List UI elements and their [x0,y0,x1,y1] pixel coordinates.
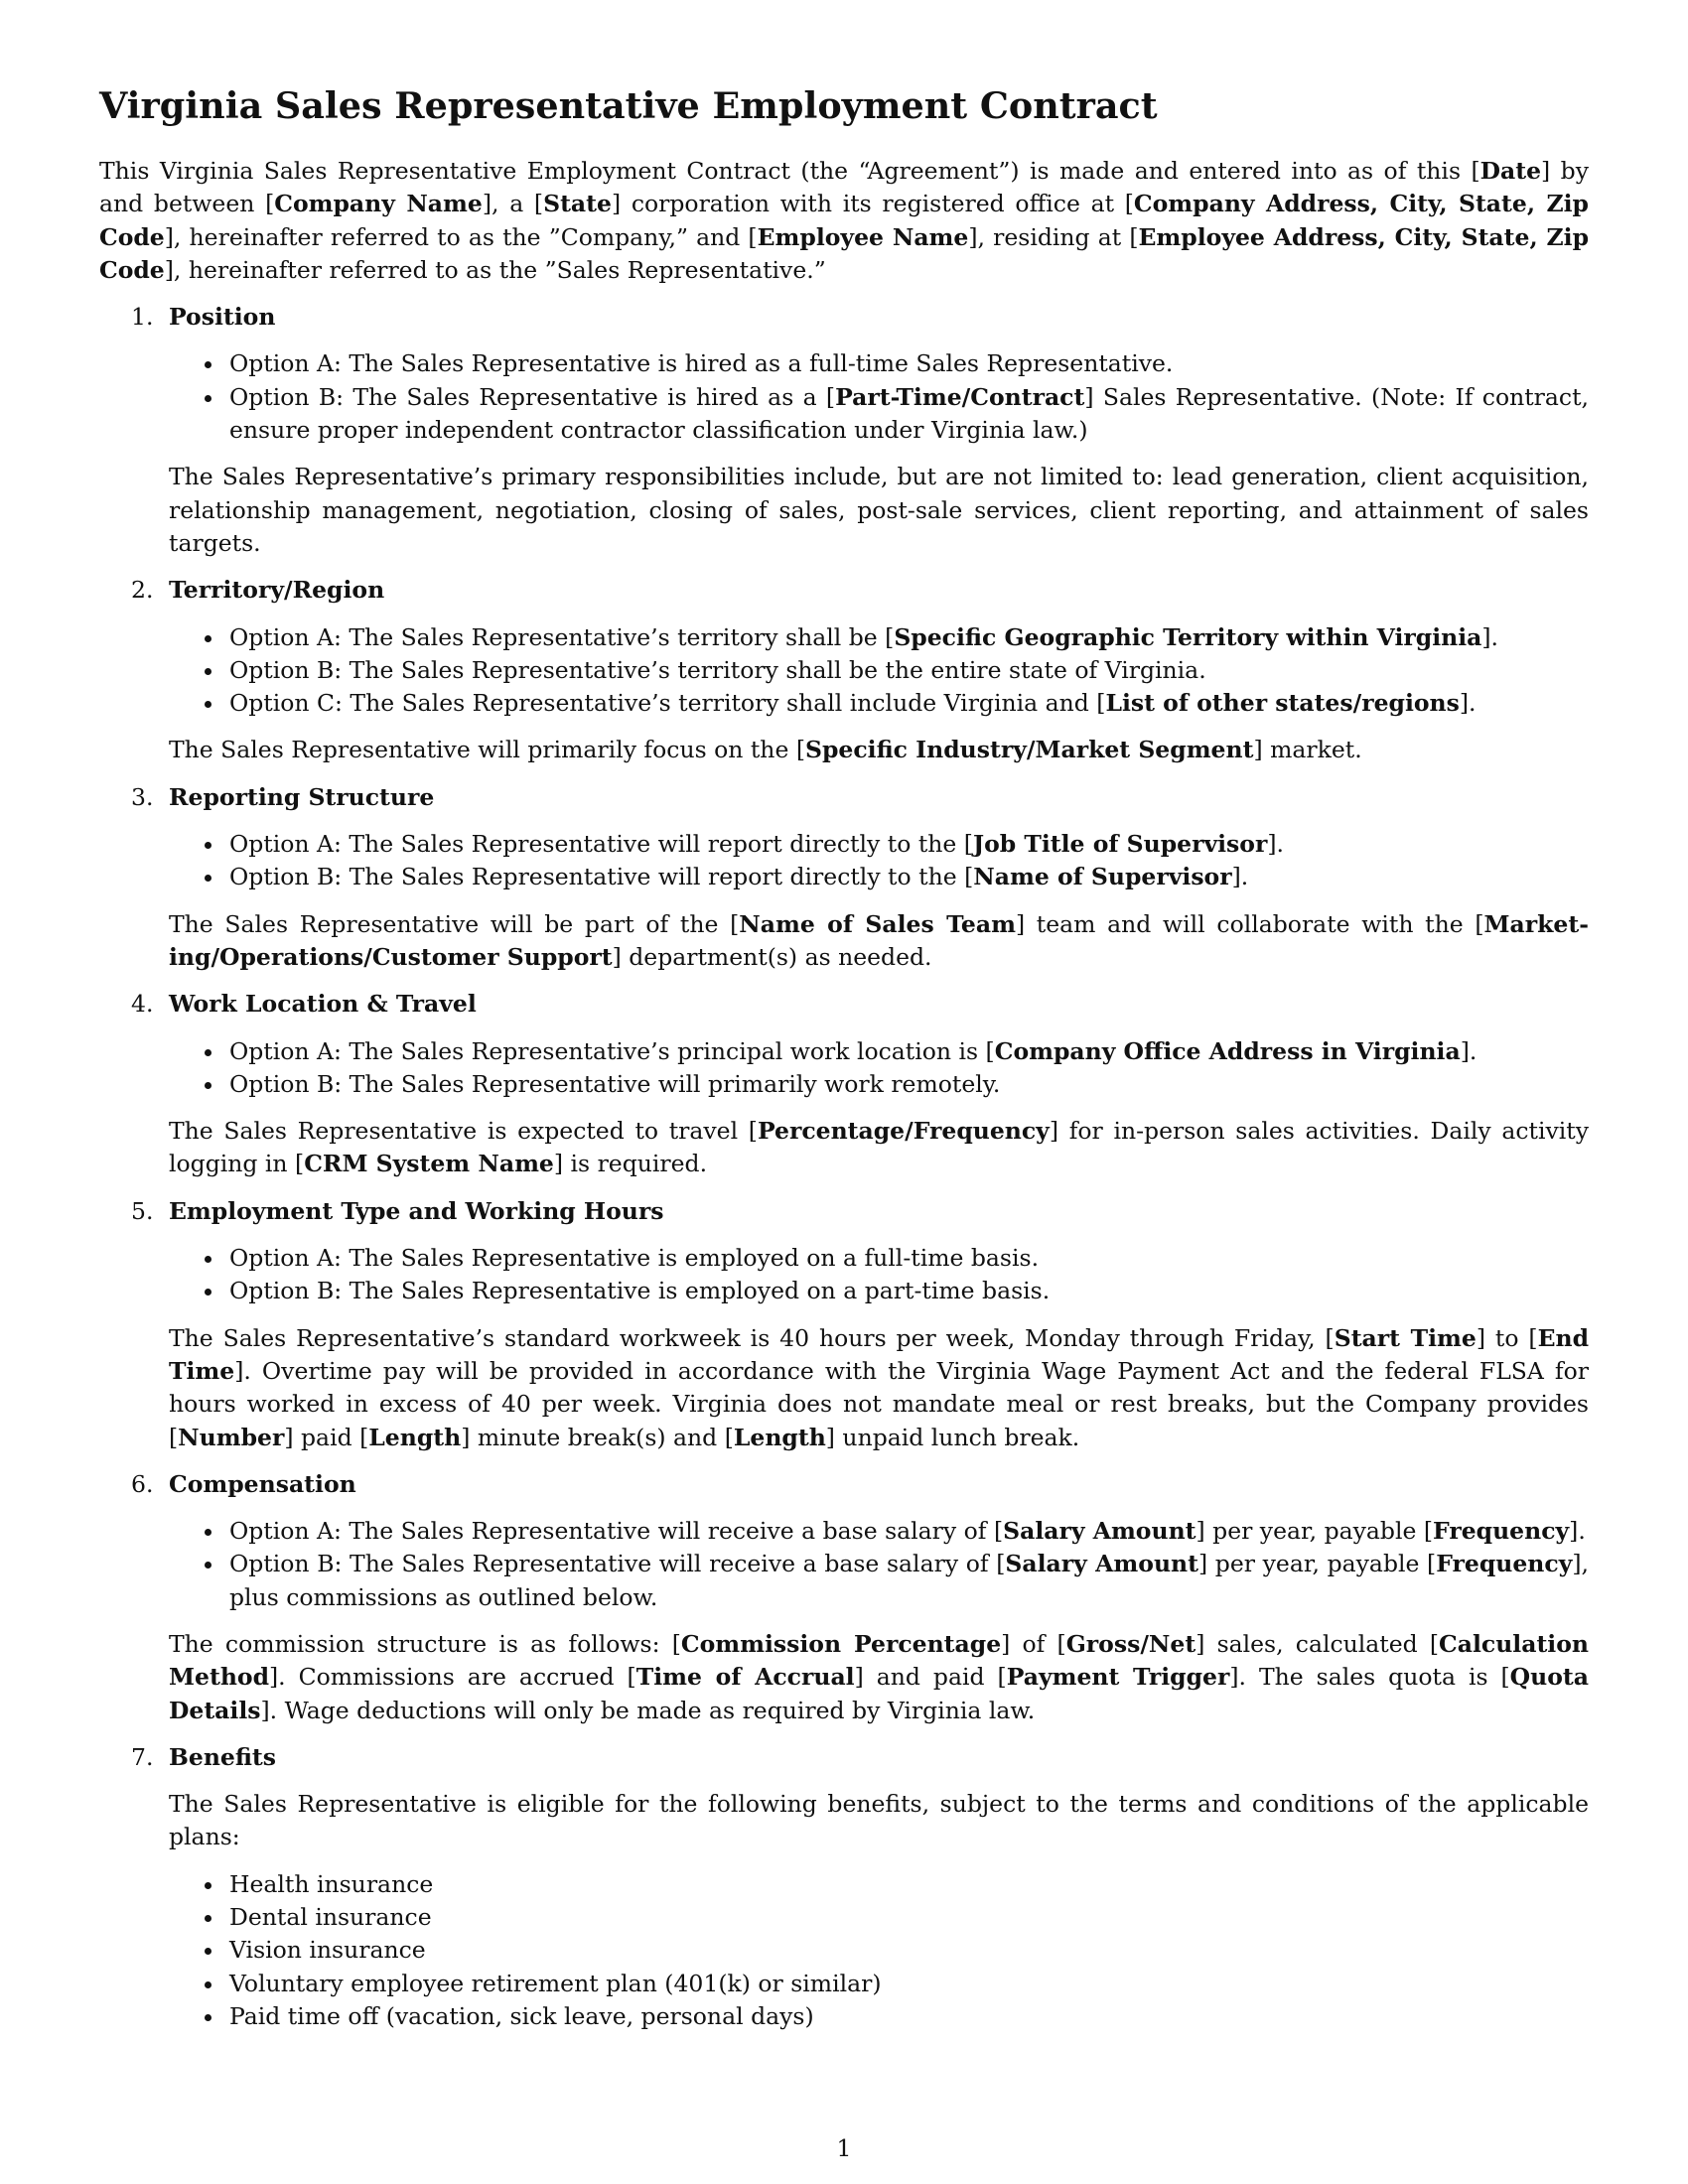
section-paragraph: The Sales Representative’s primary responsibilities include, but are not limited to: lead generation, client acquisition, relationship management, negotiation, closing of sales, post-sale services, client reporting, and attainment of sales targets. [169,463,1589,557]
option-item: Option A: The Sales Representative’s principal work location is [Company Office Address in Virginia]. [169,1035,1589,1068]
section-number: 3. [131,782,154,811]
section-title: Compensation [169,1469,356,1498]
section-2 [99,574,1589,766]
intro-paragraph: This Virginia Sales Representative Employment Contract (the “Agreement”) is made and entered into as of this [Date] by and between [Company Name], a [State] corporation with its registered office at [Company Address, City, State, Zip Code], hereinafter referred to as the ”Company,” and [Employee Name], residing at [Employee Address, City, State, Zip Code], hereinafter referred to as the ”Sales Representative.” [99,157,1590,284]
option-list [169,1868,1589,2033]
option-list [169,828,1589,894]
section-title: Reporting Structure [169,782,435,811]
document-page [99,83,1589,2047]
section-title: Territory/Region [169,576,385,605]
section-6 [99,1468,1589,1727]
section-5 [99,1195,1589,1454]
option-item: Paid time off (vacation, sick leave, personal days) [169,2000,1589,2033]
option-item: Option B: The Sales Representative is employed on a part-time basis. [169,1275,1589,1307]
section-7 [99,1741,1589,2033]
section-title: Benefits [169,1742,277,1771]
section-title: Employment Type and Working Hours [169,1196,664,1225]
section-paragraph: The Sales Representative will be part of the [Name of Sales Team] team and will collaborate with the [Marketing/Operations/Customer Support] department(s) as needed. [169,909,1589,971]
page-number: 1 [836,2134,852,2162]
section-3 [99,781,1589,974]
option-item: Dental insurance [169,1901,1589,1934]
section-1 [99,301,1589,560]
option-item: Option A: The Sales Representative’s territory shall be [Specific Geographic Territory within Virginia]. [169,621,1589,654]
option-item: Option A: The Sales Representative will receive a base salary of [Salary Amount] per year, payable [Frequency]. [169,1515,1589,1548]
option-list [169,1515,1589,1614]
section-number: 5. [131,1196,154,1225]
section-paragraph: The commission structure is as follows: [Commission Percentage] of [Gross/Net] sales, calculated [Calculation Method]. Commissions are accrued [Time of Accrual] and paid [Payment Trigger]. The sales quota is [Quota Details]. Wage deductions will only be made as required by Virginia law. [169,1629,1589,1724]
option-item: Voluntary employee retirement plan (401(k) or similar) [169,1968,1589,2000]
option-list [169,1242,1589,1308]
option-item: Option B: The Sales Representative will receive a base salary of [Salary Amount] per year, payable [Frequency], plus commissions as outlined below. [169,1548,1589,1614]
document-title: Virginia Sales Representative Employment Contract [99,84,1158,127]
option-item: Option A: The Sales Representative is employed on a full-time basis. [169,1242,1589,1275]
section-number: 2. [131,576,154,605]
option-item: Option A: The Sales Representative is hired as a full-time Sales Representative. [169,347,1589,380]
option-item: Option B: The Sales Representative’s territory shall be the entire state of Virginia. [169,654,1589,687]
section-4 [99,988,1589,1180]
section-paragraph: The Sales Representative’s standard workweek is 40 hours per week, Monday through Friday, [Start Time] to [End Time]. Overtime pay will be provided in accordance with the Virginia Wage Payment Act and the federal FLSA for hours worked in excess of 40 per week. Virginia does not mandate meal or rest breaks, but the Company provides [Number] paid [Length] minute break(s) and [Length] unpaid lunch break. [169,1323,1590,1451]
option-item: Option C: The Sales Representative’s territory shall include Virginia and [List of other states/regions]. [169,687,1589,720]
option-item: Option B: The Sales Representative will report directly to the [Name of Supervisor]. [169,861,1589,893]
option-list [169,347,1589,447]
option-item: Option B: The Sales Representative is hired as a [Part-Time/Contract] Sales Representative. (Note: If contract, ensure proper independent contractor classification under Virginia law.) [169,381,1589,448]
section-list [99,301,1589,2033]
option-item: Vision insurance [169,1934,1589,1967]
option-list [169,1035,1589,1102]
section-paragraph: The Sales Representative is expected to travel [Percentage/Frequency] for in-person sales activities. Daily activity logging in [CRM System Name] is required. [169,1117,1589,1178]
option-list [169,621,1589,721]
option-item: Option B: The Sales Representative will primarily work remotely. [169,1068,1589,1101]
section-number: 6. [131,1469,154,1498]
section-number: 1. [131,303,154,332]
section-number: 7. [131,1742,154,1771]
section-number: 4. [131,990,154,1019]
option-item: Option A: The Sales Representative will report directly to the [Job Title of Supervisor]. [169,828,1589,861]
section-title: Work Location & Travel [169,990,477,1019]
section-paragraph: The Sales Representative is eligible for the following benefits, subject to the terms and conditions of the applicable plans: [169,1790,1589,1851]
section-title: Position [169,303,276,332]
option-item: Health insurance [169,1868,1589,1901]
section-paragraph: The Sales Representative will primarily focus on the [Specific Industry/Market Segment] market. [169,736,1362,764]
